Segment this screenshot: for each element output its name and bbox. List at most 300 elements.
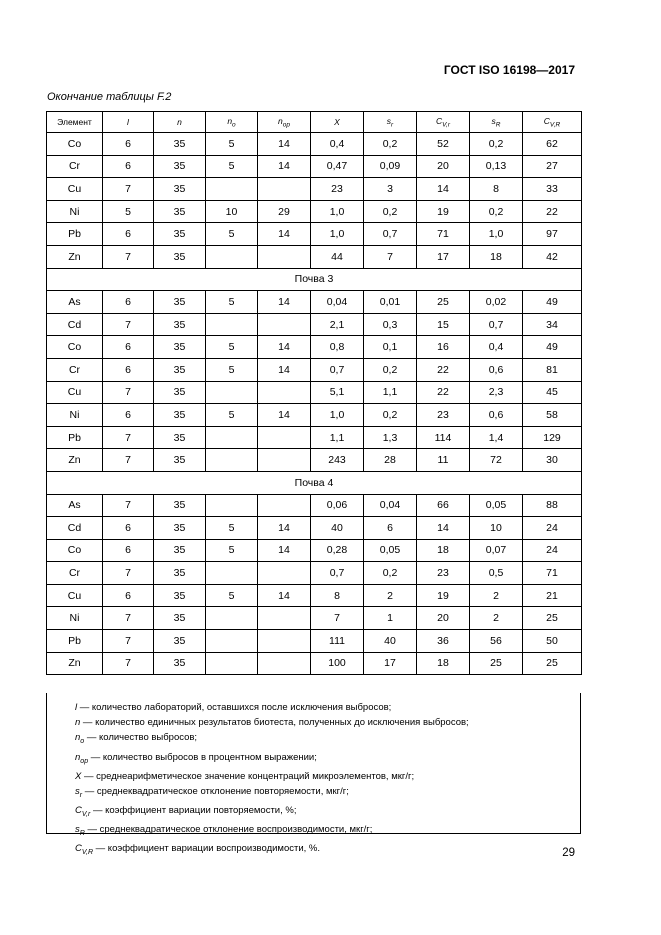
value-cell: 33 [523, 178, 582, 201]
note-line [75, 750, 580, 769]
element-cell: Co [47, 539, 103, 562]
value-cell: 0,09 [364, 155, 417, 178]
value-cell: 1,0 [311, 404, 364, 427]
value-cell: 14 [258, 358, 311, 381]
column-header [258, 112, 311, 133]
element-cell: Cu [47, 178, 103, 201]
value-cell: 66 [417, 494, 470, 517]
value-cell: 71 [417, 223, 470, 246]
table-row [47, 404, 582, 427]
value-cell: 5 [206, 404, 258, 427]
value-cell: 6 [103, 584, 154, 607]
value-cell: 29 [258, 200, 311, 223]
value-cell: 1,1 [364, 381, 417, 404]
element-cell: Pb [47, 630, 103, 653]
value-cell: 35 [154, 133, 206, 156]
note-subscript: R [79, 829, 85, 837]
value-cell: 44 [311, 245, 364, 268]
value-cell [258, 449, 311, 472]
value-cell [258, 245, 311, 268]
value-cell: 17 [364, 652, 417, 675]
value-cell: 6 [103, 404, 154, 427]
value-cell: 129 [523, 426, 582, 449]
value-cell [258, 630, 311, 653]
value-cell: 35 [154, 291, 206, 314]
column-header-symbol: n [278, 115, 283, 126]
value-cell: 7 [103, 245, 154, 268]
column-header [206, 112, 258, 133]
value-cell: 0,3 [364, 313, 417, 336]
value-cell: 6 [103, 336, 154, 359]
value-cell: 23 [417, 404, 470, 427]
value-cell: 35 [154, 336, 206, 359]
value-cell: 0,2 [364, 358, 417, 381]
value-cell: 5 [206, 291, 258, 314]
value-cell: 1,1 [311, 426, 364, 449]
note-symbol: X [75, 770, 82, 782]
value-cell: 6 [103, 291, 154, 314]
value-cell: 35 [154, 358, 206, 381]
table-row [47, 245, 582, 268]
value-cell: 56 [470, 630, 523, 653]
table-row [47, 494, 582, 517]
value-cell: 35 [154, 584, 206, 607]
note-symbol: n [75, 717, 81, 729]
column-header-subscript: o [232, 121, 236, 129]
value-cell [258, 562, 311, 585]
value-cell [206, 494, 258, 517]
note-text: — коэффициент вариации повторяемости, %; [90, 804, 297, 816]
element-cell: Ni [47, 200, 103, 223]
value-cell: 20 [417, 155, 470, 178]
value-cell: 0,04 [364, 494, 417, 517]
value-cell: 8 [311, 584, 364, 607]
element-cell: Pb [47, 426, 103, 449]
value-cell: 27 [523, 155, 582, 178]
column-header [523, 112, 582, 133]
note-symbol: n [75, 732, 81, 744]
element-cell: Cu [47, 381, 103, 404]
note-line [75, 803, 580, 822]
value-cell: 7 [103, 426, 154, 449]
value-cell [206, 313, 258, 336]
element-cell: Cr [47, 155, 103, 178]
value-cell: 14 [258, 291, 311, 314]
value-cell: 7 [103, 381, 154, 404]
value-cell: 35 [154, 449, 206, 472]
note-symbol: l [75, 702, 78, 713]
value-cell: 6 [103, 517, 154, 540]
value-cell: 0,4 [311, 133, 364, 156]
note-line [75, 769, 580, 784]
column-header-subscript: R [495, 121, 501, 129]
table-row [47, 517, 582, 540]
value-cell: 7 [103, 178, 154, 201]
column-header-symbol: C [436, 115, 443, 126]
column-header [470, 112, 523, 133]
note-text: — количество лабораторий, оставшихся после исключения выбросов; [77, 702, 392, 713]
note-text: — количество выбросов; [84, 732, 198, 744]
value-cell: 6 [103, 539, 154, 562]
value-cell: 15 [417, 313, 470, 336]
note-text: — среднеквадратическое отклонение воспроизводимости, мкг/г; [84, 823, 373, 835]
table-row [47, 223, 582, 246]
value-cell: 0,01 [364, 291, 417, 314]
value-cell [258, 381, 311, 404]
table-body [47, 133, 582, 675]
value-cell: 28 [364, 449, 417, 472]
value-cell: 0,8 [311, 336, 364, 359]
element-cell: Cu [47, 584, 103, 607]
note-subscript: r [79, 791, 83, 799]
value-cell: 24 [523, 539, 582, 562]
value-cell: 8 [470, 178, 523, 201]
value-cell: 5 [206, 539, 258, 562]
value-cell: 0,7 [311, 562, 364, 585]
column-header [417, 112, 470, 133]
element-cell: Cr [47, 358, 103, 381]
value-cell [258, 494, 311, 517]
element-cell: Zn [47, 449, 103, 472]
value-cell: 5 [206, 336, 258, 359]
value-cell: 111 [311, 630, 364, 653]
value-cell: 50 [523, 630, 582, 653]
note-line [75, 784, 580, 803]
value-cell: 2,1 [311, 313, 364, 336]
value-cell: 71 [523, 562, 582, 585]
value-cell: 7 [364, 245, 417, 268]
value-cell: 23 [417, 562, 470, 585]
value-cell: 0,2 [470, 133, 523, 156]
value-cell: 7 [311, 607, 364, 630]
table-row [47, 313, 582, 336]
value-cell: 14 [258, 223, 311, 246]
results-table [46, 111, 582, 675]
value-cell: 1,3 [364, 426, 417, 449]
value-cell: 2,3 [470, 381, 523, 404]
note-text: — коэффициент вариации воспроизводимости, %. [93, 843, 321, 855]
column-header [103, 112, 154, 133]
column-header [154, 112, 206, 133]
value-cell [206, 381, 258, 404]
column-header [311, 112, 364, 133]
value-cell: 17 [417, 245, 470, 268]
table-row [47, 336, 582, 359]
value-cell: 0,2 [364, 133, 417, 156]
value-cell: 40 [364, 630, 417, 653]
value-cell: 6 [103, 358, 154, 381]
value-cell: 14 [417, 178, 470, 201]
value-cell: 14 [258, 155, 311, 178]
value-cell: 6 [103, 155, 154, 178]
value-cell: 35 [154, 426, 206, 449]
value-cell: 35 [154, 245, 206, 268]
value-cell: 35 [154, 313, 206, 336]
element-cell: Cd [47, 517, 103, 540]
value-cell [206, 178, 258, 201]
value-cell: 7 [103, 652, 154, 675]
value-cell: 22 [417, 358, 470, 381]
value-cell: 24 [523, 517, 582, 540]
value-cell: 97 [523, 223, 582, 246]
value-cell: 88 [523, 494, 582, 517]
value-cell: 58 [523, 404, 582, 427]
table-row [47, 178, 582, 201]
value-cell: 72 [470, 449, 523, 472]
note-symbol: n [75, 751, 81, 763]
value-cell: 0,6 [470, 404, 523, 427]
element-cell: Ni [47, 607, 103, 630]
value-cell: 2 [470, 607, 523, 630]
element-cell: Co [47, 336, 103, 359]
value-cell: 5 [206, 584, 258, 607]
element-cell: Pb [47, 223, 103, 246]
value-cell: 0,28 [311, 539, 364, 562]
value-cell: 21 [523, 584, 582, 607]
section-label: Почва 4 [47, 471, 582, 494]
standard-designation: ГОСТ ISO 16198—2017 [443, 63, 575, 77]
value-cell: 14 [258, 133, 311, 156]
value-cell: 19 [417, 200, 470, 223]
value-cell: 25 [523, 652, 582, 675]
column-header-subscript: op [282, 121, 290, 129]
value-cell: 6 [103, 223, 154, 246]
element-cell: Zn [47, 652, 103, 675]
column-header-symbol: Элемент [57, 117, 92, 127]
table-row [47, 133, 582, 156]
value-cell: 0,4 [470, 336, 523, 359]
section-row [47, 471, 582, 494]
value-cell: 5 [206, 517, 258, 540]
section-label: Почва 3 [47, 268, 582, 291]
value-cell: 0,7 [311, 358, 364, 381]
value-cell: 18 [417, 652, 470, 675]
table-row [47, 381, 582, 404]
value-cell: 14 [258, 336, 311, 359]
table-row [47, 449, 582, 472]
column-header-symbol: s [386, 115, 392, 126]
value-cell: 19 [417, 584, 470, 607]
value-cell [206, 449, 258, 472]
column-header-symbol: n [177, 117, 182, 127]
element-cell: As [47, 494, 103, 517]
value-cell: 10 [470, 517, 523, 540]
value-cell: 0,06 [311, 494, 364, 517]
element-cell: Ni [47, 404, 103, 427]
column-header-symbol: n [227, 115, 233, 126]
table-row [47, 607, 582, 630]
value-cell: 10 [206, 200, 258, 223]
value-cell: 0,1 [364, 336, 417, 359]
value-cell: 3 [364, 178, 417, 201]
value-cell: 30 [523, 449, 582, 472]
value-cell: 14 [258, 517, 311, 540]
value-cell: 243 [311, 449, 364, 472]
value-cell: 7 [103, 449, 154, 472]
value-cell: 62 [523, 133, 582, 156]
column-header-symbol: s [491, 115, 496, 126]
value-cell: 1 [364, 607, 417, 630]
value-cell: 5 [206, 223, 258, 246]
value-cell: 2 [364, 584, 417, 607]
value-cell: 2 [470, 584, 523, 607]
column-header-subscript: V,R [549, 121, 561, 129]
value-cell [258, 607, 311, 630]
table-row [47, 291, 582, 314]
column-header-subscript: V,r [442, 121, 450, 129]
note-line [75, 822, 580, 841]
note-text: — среднеквадратическое отклонение повторяемости, мкг/г; [82, 785, 349, 797]
value-cell: 35 [154, 630, 206, 653]
value-cell [206, 607, 258, 630]
value-cell: 35 [154, 652, 206, 675]
value-cell: 35 [154, 607, 206, 630]
value-cell: 0,2 [364, 200, 417, 223]
value-cell: 22 [523, 200, 582, 223]
element-cell: Zn [47, 245, 103, 268]
value-cell: 35 [154, 494, 206, 517]
value-cell: 35 [154, 223, 206, 246]
value-cell: 35 [154, 404, 206, 427]
note-subscript: o [80, 738, 85, 746]
value-cell: 114 [417, 426, 470, 449]
value-cell [206, 562, 258, 585]
value-cell: 25 [523, 607, 582, 630]
value-cell: 7 [103, 562, 154, 585]
value-cell: 22 [417, 381, 470, 404]
value-cell: 36 [417, 630, 470, 653]
value-cell: 1,0 [311, 200, 364, 223]
value-cell: 0,13 [470, 155, 523, 178]
value-cell: 42 [523, 245, 582, 268]
page-number: 29 [562, 847, 575, 859]
value-cell: 5 [103, 200, 154, 223]
note-text: — среднеарифметическое значение концентраций микроэлементов, мкг/г; [81, 770, 415, 782]
element-cell: Cd [47, 313, 103, 336]
note-symbol: C [75, 843, 82, 855]
value-cell: 0,5 [470, 562, 523, 585]
table-caption: Окончание таблицы F.2 [47, 91, 172, 103]
value-cell: 7 [103, 494, 154, 517]
value-cell: 5 [206, 133, 258, 156]
note-line [75, 715, 580, 730]
value-cell: 11 [417, 449, 470, 472]
note-symbol: s [75, 823, 80, 835]
table-row [47, 562, 582, 585]
value-cell: 0,7 [364, 223, 417, 246]
value-cell: 100 [311, 652, 364, 675]
table-row [47, 155, 582, 178]
value-cell: 14 [258, 404, 311, 427]
value-cell: 5,1 [311, 381, 364, 404]
value-cell: 35 [154, 539, 206, 562]
value-cell: 35 [154, 155, 206, 178]
value-cell [258, 178, 311, 201]
note-symbol: C [75, 804, 82, 816]
column-header-symbol: l [127, 117, 129, 127]
value-cell: 0,02 [470, 291, 523, 314]
value-cell: 25 [417, 291, 470, 314]
value-cell: 0,05 [470, 494, 523, 517]
value-cell: 34 [523, 313, 582, 336]
value-cell: 7 [103, 630, 154, 653]
value-cell: 18 [470, 245, 523, 268]
value-cell: 14 [258, 539, 311, 562]
note-subscript: V,r [81, 810, 91, 818]
value-cell: 0,7 [470, 313, 523, 336]
value-cell: 16 [417, 336, 470, 359]
note-line [75, 730, 580, 749]
value-cell: 0,04 [311, 291, 364, 314]
element-cell: As [47, 291, 103, 314]
value-cell: 49 [523, 291, 582, 314]
note-subscript: op [80, 757, 89, 765]
value-cell: 14 [417, 517, 470, 540]
value-cell [258, 652, 311, 675]
value-cell: 81 [523, 358, 582, 381]
value-cell: 0,07 [470, 539, 523, 562]
value-cell: 5 [206, 358, 258, 381]
value-cell: 0,6 [470, 358, 523, 381]
table-row [47, 200, 582, 223]
value-cell: 35 [154, 200, 206, 223]
value-cell: 49 [523, 336, 582, 359]
value-cell: 52 [417, 133, 470, 156]
value-cell: 35 [154, 517, 206, 540]
table-row [47, 652, 582, 675]
value-cell: 1,4 [470, 426, 523, 449]
value-cell [206, 426, 258, 449]
note-symbol: s [75, 785, 80, 797]
value-cell: 35 [154, 178, 206, 201]
element-cell: Cr [47, 562, 103, 585]
value-cell [258, 313, 311, 336]
column-header [364, 112, 417, 133]
table-row [47, 426, 582, 449]
note-line [75, 841, 580, 860]
value-cell: 0,05 [364, 539, 417, 562]
value-cell: 45 [523, 381, 582, 404]
value-cell: 40 [311, 517, 364, 540]
value-cell: 7 [103, 607, 154, 630]
column-header-subscript: r [391, 121, 394, 129]
column-header [47, 112, 103, 133]
value-cell: 1,0 [311, 223, 364, 246]
note-text: — количество выбросов в процентном выражении; [88, 751, 317, 763]
value-cell: 6 [364, 517, 417, 540]
note-line [75, 700, 580, 715]
value-cell: 6 [103, 133, 154, 156]
table-row [47, 584, 582, 607]
value-cell [206, 652, 258, 675]
column-header-symbol: X [334, 117, 340, 127]
value-cell: 20 [417, 607, 470, 630]
section-row [47, 268, 582, 291]
value-cell: 1,0 [470, 223, 523, 246]
value-cell [258, 426, 311, 449]
value-cell: 0,2 [470, 200, 523, 223]
element-cell: Co [47, 133, 103, 156]
table-header-row [47, 112, 582, 133]
value-cell [206, 245, 258, 268]
value-cell: 0,2 [364, 562, 417, 585]
value-cell: 35 [154, 562, 206, 585]
value-cell: 23 [311, 178, 364, 201]
column-header-symbol: C [543, 115, 550, 126]
table-row [47, 630, 582, 653]
table-row [47, 539, 582, 562]
value-cell: 25 [470, 652, 523, 675]
